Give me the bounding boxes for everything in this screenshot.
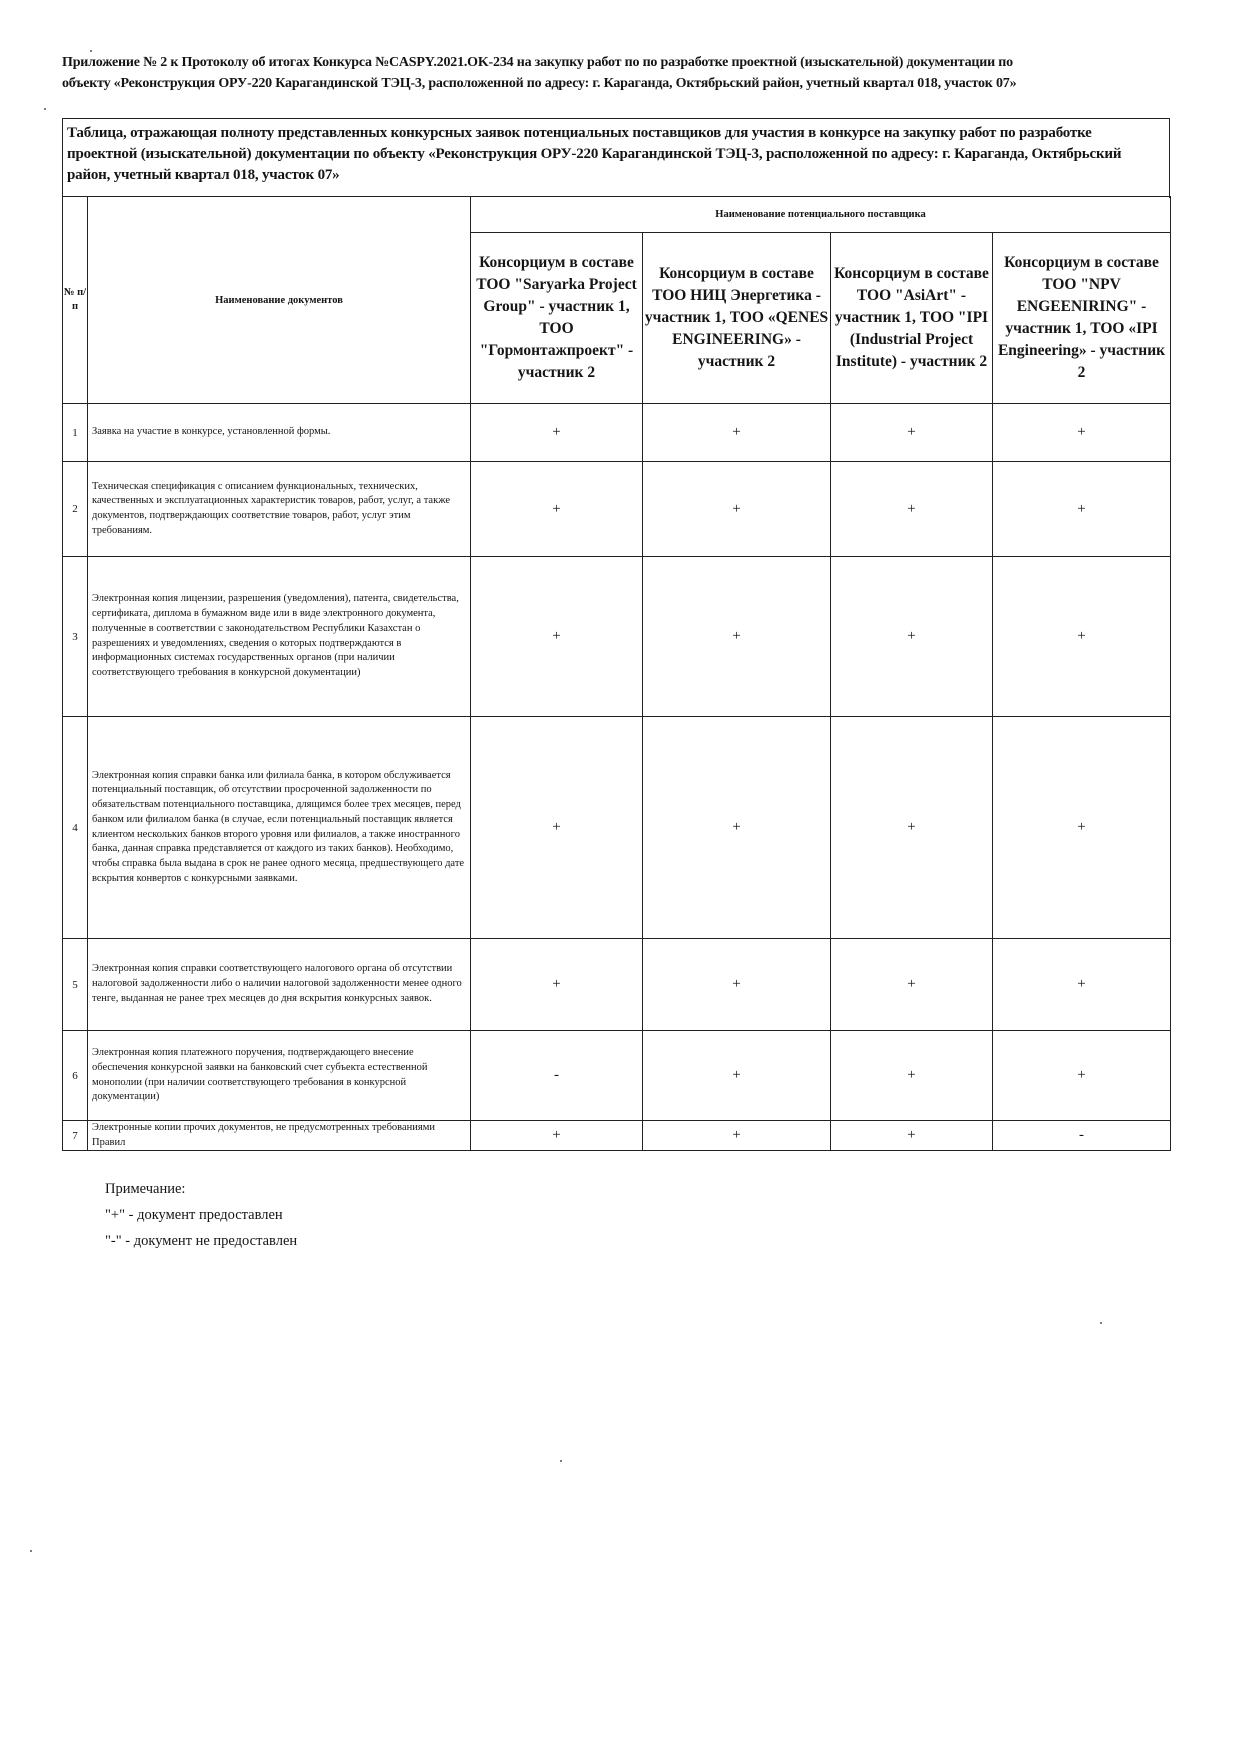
note-minus-legend: "-" - документ не предоставлен xyxy=(105,1233,298,1249)
scan-speck xyxy=(90,50,92,52)
row-number: 7 xyxy=(63,1121,88,1151)
table-row xyxy=(63,1121,1171,1151)
row-number: 5 xyxy=(63,939,88,1031)
document-name: Электронная копия справки банка или филиала банка, в котором обслуживается потенциальный поставщик, об отсутствии просроченной задолженности по обязательствам потенциального поставщика, длящимся более трех месяцев, перед банком или филиалом банка (в случае, если потенциальный поставщик является клиентом нескольких банков второго уровня или филиалов, а также иностранного банка, данная справка представляется от каждого из таких банков). Необходимо, чтобы справка была выдана в срок не ранее одного месяца, предшествующего дате вскрытия конвертов с конкурсными заявками. xyxy=(88,717,471,939)
row-number: 2 xyxy=(63,462,88,557)
mark-supplier-2: + xyxy=(643,717,831,939)
mark-supplier-4: - xyxy=(993,1121,1171,1151)
mark-supplier-3: + xyxy=(831,1121,993,1151)
row-number: 1 xyxy=(63,404,88,462)
supplier-group-header: Наименование потенциального поставщика xyxy=(471,197,1171,233)
document-name: Электронные копии прочих документов, не предусмотренных требованиями Правил xyxy=(88,1121,471,1151)
mark-supplier-2: + xyxy=(643,462,831,557)
documents-column-header: Наименование документов xyxy=(88,197,471,404)
appendix-header-line-2: объекту «Реконструкция ОРУ-220 Карагандинской ТЭЦ-3, расположенной по адресу: г. Караганда, Октябрьский район, учетный квартал 018, участок 07» xyxy=(62,76,1017,91)
mark-supplier-1: + xyxy=(471,557,643,717)
document-name: Электронная копия платежного поручения, подтверждающего внесение обеспечения конкурсной заявки на банковский счет субъекта естественной монополии (при наличии соответствующего требования в конкурсной документации) xyxy=(88,1031,471,1121)
row-number: 6 xyxy=(63,1031,88,1121)
mark-supplier-4: + xyxy=(993,1031,1171,1121)
supplier-header-1: Консорциум в составе ТОО "Saryarka Project Group" - участник 1, ТОО "Гормонтажпроект" - участник 2 xyxy=(471,233,643,404)
mark-supplier-1: - xyxy=(471,1031,643,1121)
table-row xyxy=(63,717,1171,939)
table-row xyxy=(63,462,1171,557)
table-row xyxy=(63,1031,1171,1121)
mark-supplier-1: + xyxy=(471,939,643,1031)
mark-supplier-1: + xyxy=(471,717,643,939)
mark-supplier-2: + xyxy=(643,939,831,1031)
mark-supplier-3: + xyxy=(831,404,993,462)
row-number: 4 xyxy=(63,717,88,939)
supplier-header-2: Консорциум в составе ТОО НИЦ Энергетика - участник 1, ТОО «QENES ENGINEERING» - участник 2 xyxy=(643,233,831,404)
number-column-header: № п/п xyxy=(63,197,88,404)
document-name: Техническая спецификация с описанием функциональных, технических, качественных и эксплуатационных характеристик товаров, работ, услуг, а также документов, подтверждающих соответствие товаров, работ, услуг этим требованиям. xyxy=(88,462,471,557)
mark-supplier-3: + xyxy=(831,939,993,1031)
supplier-header-3: Консорциум в составе ТОО "AsiArt" - участник 1, ТОО "IPI (Industrial Project Institute) - участник 2 xyxy=(831,233,993,404)
mark-supplier-2: + xyxy=(643,1121,831,1151)
mark-supplier-1: + xyxy=(471,404,643,462)
table-row xyxy=(63,557,1171,717)
mark-supplier-2: + xyxy=(643,404,831,462)
supplier-header-4: Консорциум в составе ТОО "NPV ENGEENIRING" - участник 1, ТОО «IPI Engineering» - участник 2 xyxy=(993,233,1171,404)
note-title: Примечание: xyxy=(105,1181,186,1197)
appendix-header-line-1: Приложение № 2 к Протоколу об итогах Конкурса №CASPY.2021.OK-234 на закупку работ по по разработке проектной (изыскательной) документации по xyxy=(62,55,1013,70)
mark-supplier-1: + xyxy=(471,462,643,557)
completeness-table xyxy=(62,196,1171,1151)
mark-supplier-3: + xyxy=(831,462,993,557)
mark-supplier-4: + xyxy=(993,404,1171,462)
mark-supplier-2: + xyxy=(643,1031,831,1121)
mark-supplier-4: + xyxy=(993,717,1171,939)
table-title: Таблица, отражающая полноту представленных конкурсных заявок потенциальных поставщиков для участия в конкурсе на закупку работ по разработке проектной (изыскательной) документации по объекту «Реконструкция ОРУ-220 Карагандинской ТЭЦ-3, расположенной по адресу: г. Караганда, Октябрьский район, учетный квартал 018, участок 07» xyxy=(67,125,1122,183)
note-plus-legend: "+" - документ предоставлен xyxy=(105,1207,283,1223)
table-row xyxy=(63,404,1171,462)
mark-supplier-2: + xyxy=(643,557,831,717)
mark-supplier-4: + xyxy=(993,939,1171,1031)
mark-supplier-3: + xyxy=(831,1031,993,1121)
mark-supplier-3: + xyxy=(831,557,993,717)
table-title-frame xyxy=(62,118,1170,198)
table-row xyxy=(63,939,1171,1031)
mark-supplier-3: + xyxy=(831,717,993,939)
scan-speck xyxy=(1100,1322,1102,1324)
document-name: Электронная копия лицензии, разрешения (уведомления), патента, свидетельства, сертификата, диплома в бумажном виде или в виде электронного документа, полученные в соответствии с законодательством Республики Казахстан о разрешениях и уведомлениях, сведения о которых подтверждаются в информационных системах государственных органов (при наличии соответствующего требования в конкурсной документации) xyxy=(88,557,471,717)
scan-speck xyxy=(44,108,46,110)
mark-supplier-1: + xyxy=(471,1121,643,1151)
mark-supplier-4: + xyxy=(993,462,1171,557)
mark-supplier-4: + xyxy=(993,557,1171,717)
document-name: Заявка на участие в конкурсе, установленной формы. xyxy=(88,404,471,462)
document-name: Электронная копия справки соответствующего налогового органа об отсутствии налоговой задолженности либо о наличии налоговой задолженности менее одного тенге, выданная не ранее трех месяцев до дня вскрытия конкурсных заявок. xyxy=(88,939,471,1031)
scan-speck xyxy=(30,1550,32,1552)
scan-speck xyxy=(560,1460,562,1462)
row-number: 3 xyxy=(63,557,88,717)
